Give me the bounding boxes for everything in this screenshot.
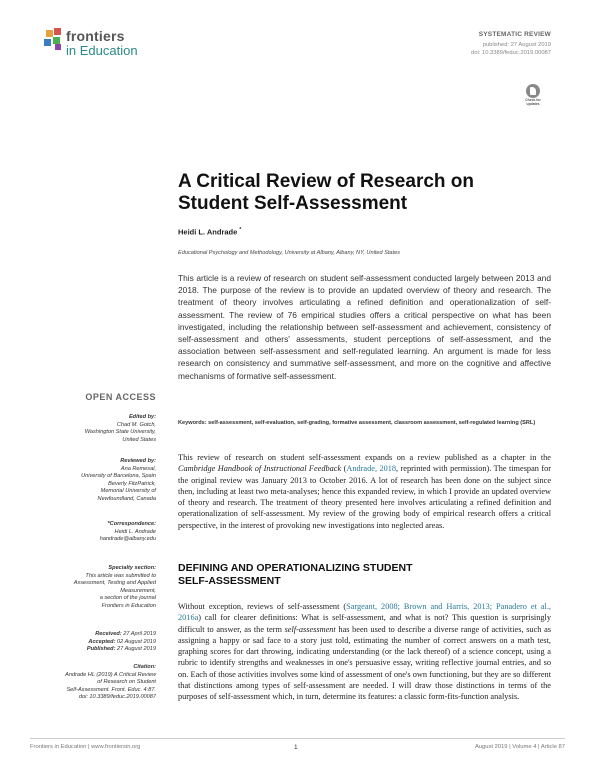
abstract: This article is a review of research on student self-assessment conducted largely between 2013 and 2018. The purpose of the review is to provide an updated overview of theory and research. The treatment of theory involves articulating a refined definition and operationalization of self-assessment. The review of 76 empirical studies offers a critical perspective on what has been investigated, including the relationship between self-assessment and achievement, consistency of self-assessment and others' assessments, student perceptions of self-assessment, and the association between self-assessment and self-regulated learning. An argument is made for less research on consistency and summative self-assessment, and more on the cognitive and affective mechanisms of formative self-assessment. — [178, 273, 551, 381]
citation-link[interactable]: Andrade, 2018 — [346, 464, 397, 474]
edited-by: Edited by: Chad M. Gotch, Washington State University, United States — [44, 414, 156, 444]
article-dates: Received: 27 April 2019 Accepted: 02 August 2019 Published: 27 August 2019 — [86, 631, 156, 653]
footer-divider — [30, 738, 565, 739]
intro-paragraph: This review of research on student self-assessment expands on a review published as a chapter in the Cambridge Handbook of Instructional Feedback (Andrade, 2018, reprinted with permission). The timespan for the original review was January 2013 to October 2016. A lot of research has been done on the subject since then, including at least two meta-analyses; hence this expanded review, in which I provide an updated overview of theory and research. The treatment of theory presented here involves articulating a refined definition and operationalization of self-assessment. My review of the growing body of empirical research offers a critical perspective, in the interest of provoking new investigations into neglected areas. — [178, 453, 552, 530]
logo-journal-name: in Education — [66, 43, 138, 58]
editor-name[interactable]: Chad M. Gotch, — [116, 421, 156, 428]
footer-journal-link[interactable]: Frontiers in Education | www.frontiersin.org — [30, 744, 141, 750]
open-access-badge: OPEN ACCESS — [85, 392, 156, 402]
reviewer-name[interactable]: Beverly FitzPatrick, — [108, 480, 156, 487]
author-affiliation: Educational Psychology and Methodology, University at Albany, Albany, NY, United States — [178, 250, 401, 256]
section-paragraph: Without exception, reviews of self-assessment (Sargeant, 2008; Brown and Harris, 2013; Panadero et al., 2016a) call for clearer definitions: What is self-assessment, and what is not? This question is surprisingly difficult to answer, as the term self-assessment has been used to describe a diverse range of activities, such as assigning a happy or sad face to a story just told, estimating the number of correct answers on a math test, graphing scores for dart throwing, indicating understanding (or the lack thereof) of a science concept, using a rubric to identify strengths and weaknesses in one's persuasive essay, writing reflective journal entries, and so on. Each of those activities involves some kind of assessment of one's own functioning, but they are so different that distinctions among types of self-assessment are needed. I will draw those distinctions in terms of the purposes of self-assessment which, in turn, determine its features: a classic form-fits-function analysis. — [178, 602, 551, 701]
reviewer-name[interactable]: Ana Remesal, — [120, 465, 156, 472]
check-updates-icon — [526, 84, 540, 98]
doi-link[interactable]: doi: 10.3389/feduc.2019.00087 — [471, 50, 551, 56]
author-name[interactable]: Heidi L. Andrade * — [178, 227, 242, 237]
citation: Citation: Andrade HL (2019) A Critical Review of Research on Student Self-Assessment. Front. Educ. 4:87. doi: 10.3389/feduc.2019.00087 — [44, 664, 156, 702]
check-updates-label: Check for updates — [525, 98, 541, 106]
frontiers-logo-icon — [44, 28, 64, 50]
citation-doi[interactable]: doi: 10.3389/feduc.2019.00087 — [78, 694, 156, 701]
check-for-updates-button[interactable] — [520, 84, 546, 106]
logo-wordmark: frontiers — [66, 28, 125, 44]
article-type: SYSTEMATIC REVIEW — [478, 31, 551, 38]
citation-link[interactable]: Sargeant, 2008; Brown and Harris, 2013; Panadero et al., 2016a — [178, 602, 551, 623]
keywords: Keywords: self-assessment, self-evaluation, self-grading, formative assessment, classroom assessment, self-regulated learning (SRL) — [178, 420, 536, 426]
journal-logo[interactable] — [44, 26, 164, 56]
correspondence: *Correspondence: Heidi L. Andrade handrade@albany.edu — [44, 521, 156, 544]
publication-meta — [471, 41, 551, 57]
page-number: 1 — [294, 744, 298, 751]
article-title: A Critical Review of Research on Student Self-Assessment — [178, 171, 475, 214]
specialty-section: Specialty section: This article was submitted to Assessment, Testing and Applied Measurement, a section of the journal Frontiers in Education — [73, 565, 156, 609]
section-heading: DEFINING AND OPERATIONALIZING STUDENT SELF-ASSESSMENT — [178, 562, 413, 587]
footer-issue-info: August 2019 | Volume 4 | Article 87 — [474, 744, 565, 750]
correspondence-email[interactable]: handrade@albany.edu — [99, 536, 156, 543]
published-date: published: 27 August 2019 — [482, 42, 551, 48]
reviewed-by: Reviewed by: Ana Remesal, University of Barcelona, Spain Beverly FitzPatrick, Memorial University of Newfoundland, Canada — [44, 458, 156, 504]
